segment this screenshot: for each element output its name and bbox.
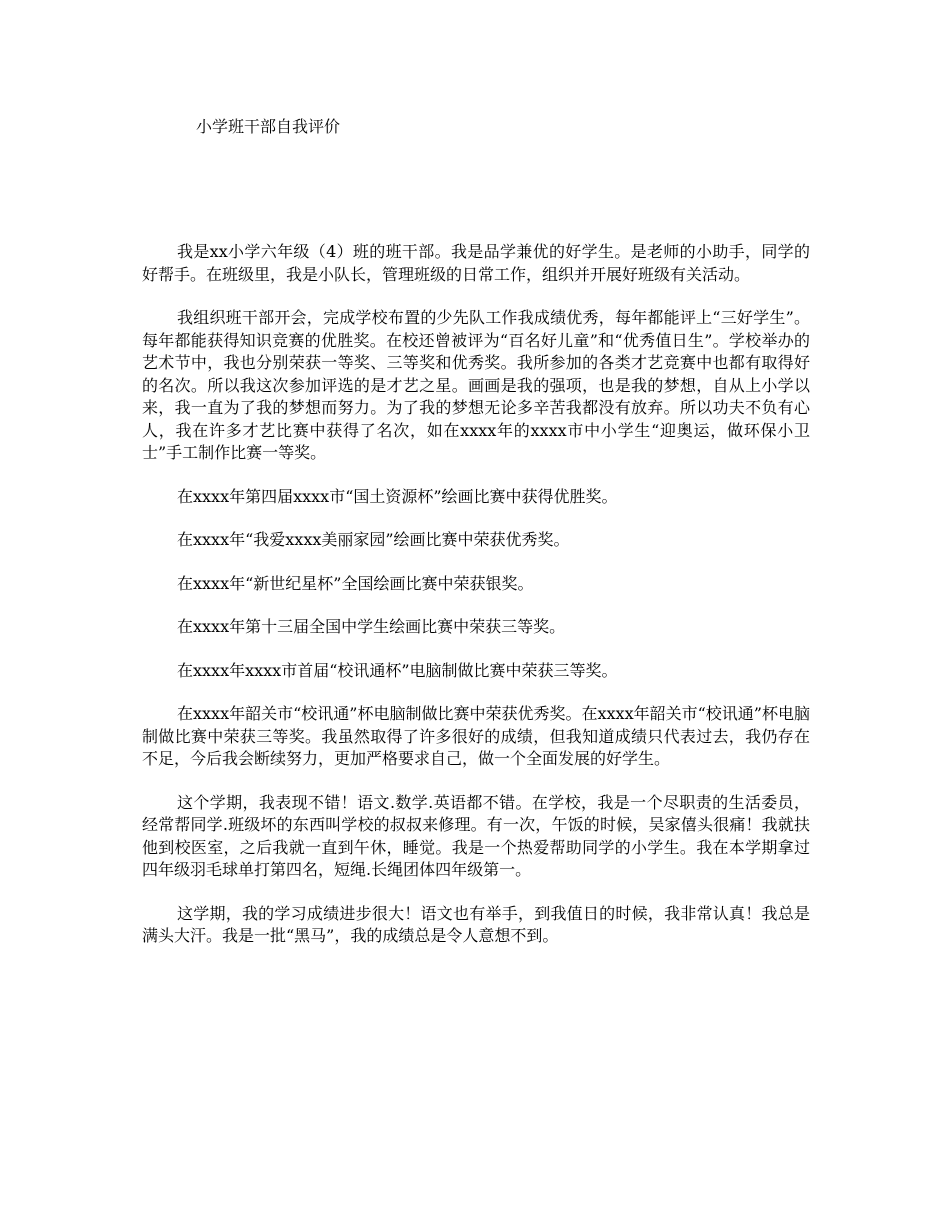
paragraph-intro: 我是xx小学六年级（4）班的班干部。我是品学兼优的好学生。是老师的小助手，同学的好帮手。在班级里，我是小队长，管理班级的日常工作，组织并开展好班级有关活动。: [142, 242, 810, 284]
paragraph-award-2: 在xxxx年“我爱xxxx美丽家园”绘画比赛中荣获优秀奖。: [177, 530, 570, 549]
paragraph-award-4: 在xxxx年第十三届全国中学生绘画比赛中荣获三等奖。: [177, 617, 566, 636]
paragraph-award-6: 在xxxx年韶关市“校讯通”杯电脑制做比赛中荣获优秀奖。在xxxx年韶关市“校讯通”杯电脑制做比赛中荣获三等奖。我虽然取得了许多很好的成绩，但我知道成绩只代表过去，我仍存在不足，今后我会断续努力，更加严格要求自己，做一个全面发展的好学生。: [142, 704, 810, 768]
paragraph-achievements: 我组织班干部开会，完成学校布置的少先队工作我成绩优秀，每年都能评上“三好学生”。每年都能获得知识竞赛的优胜奖。在校还曾被评为“百名好儿童”和“优秀值日生”。学校举办的艺术节中，我也分别荣获一等奖、三等奖和优秀奖。我所参加的各类才艺竞赛中也都有取得好的名次。所以我这次参加评选的是才艺之星。画画是我的强项，也是我的梦想，自从上小学以来，我一直为了我的梦想而努力。为了我的梦想无论多辛苦我都没有放弃。所以功夫不负有心人，我在许多才艺比赛中获得了名次，如在xxxx年的xxxx市中小学生“迎奥运，做环保小卫士”手工制作比赛一等奖。: [142, 308, 810, 462]
paragraph-semester: 这个学期，我表现不错！语文.数学.英语都不错。在学校，我是一个尽职责的生活委员，经常帮同学.班级坏的东西叫学校的叔叔来修理。有一次，午饭的时候，吴家僖头很痛！我就扶他到校医室，之后我就一直到午休，睡觉。我是一个热爱帮助同学的小学生。我在本学期拿过四年级羽毛球单打第四名，短绳.长绳团体四年级第一。: [142, 792, 810, 879]
document-title: 小学班干部自我评价: [196, 117, 341, 136]
document-body: [142, 241, 810, 969]
paragraph-progress: 这学期，我的学习成绩进步很大！语文也有举手，到我值日的时候，我非常认真！我总是满头大汗。我是一批“黑马”，我的成绩总是令人意想不到。: [142, 903, 810, 945]
paragraph-award-3: 在xxxx年“新世纪星杯”全国绘画比赛中荣获银奖。: [177, 573, 534, 593]
paragraph-award-5: 在xxxx年xxxx市首届“校讯通杯”电脑制做比赛中荣获三等奖。: [177, 660, 618, 680]
paragraph-award-1: 在xxxx年第四届xxxx市“国土资源杯”绘画比赛中获得优胜奖。: [177, 486, 618, 506]
